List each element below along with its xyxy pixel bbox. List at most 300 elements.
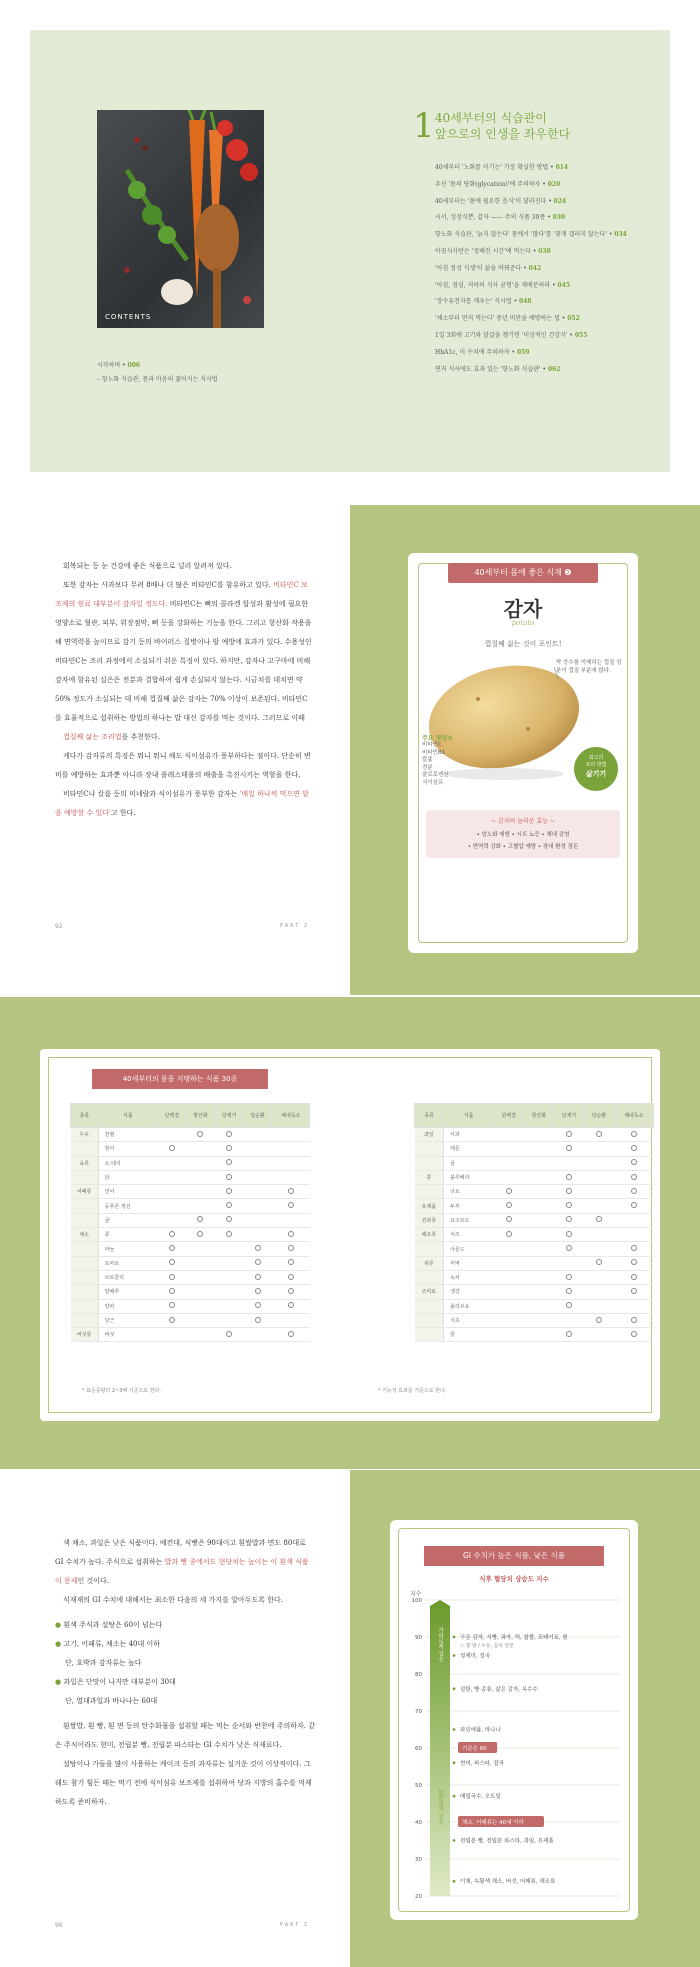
check-circle-icon [631, 1259, 637, 1265]
table-mark-cell [186, 1270, 215, 1284]
table-mark-cell [614, 1285, 653, 1299]
intro-entry: 시작하며 • 006 [97, 362, 141, 369]
table-row [71, 1256, 310, 1270]
table-mark-cell [584, 1156, 614, 1170]
table-row [71, 1128, 310, 1142]
table-mark-cell [215, 1256, 244, 1270]
table-mark-cell [494, 1242, 524, 1256]
table-row [415, 1156, 654, 1170]
chapter-title-line-1: 40세부터의 식습관이 [435, 111, 547, 125]
check-circle-icon [631, 1159, 637, 1165]
paragraph-text: 비타민C나 칼륨 등의 미네랄과 식이섬유가 풍부한 감자는 [63, 790, 240, 798]
table-group-cell: 차류 [415, 1256, 444, 1270]
table-food-cell: 버섯 [98, 1328, 157, 1342]
check-circle-icon [255, 1274, 261, 1280]
badge-line-2: 조리 방법 [585, 762, 607, 768]
toc-item [435, 294, 665, 311]
toc-item [435, 278, 665, 295]
y-tick-label: 40 [415, 1820, 422, 1826]
table-mark-cell [186, 1256, 215, 1270]
toc-item [435, 194, 665, 211]
check-circle-icon [566, 1145, 572, 1151]
table-group-cell [71, 1313, 99, 1327]
table-mark-cell [243, 1185, 272, 1199]
check-circle-icon [255, 1245, 261, 1251]
check-circle-icon [226, 1159, 232, 1165]
table-mark-cell [158, 1328, 187, 1342]
chapter-number: 1 [413, 106, 435, 146]
table-mark-cell [243, 1299, 272, 1313]
table-mark-cell [614, 1156, 653, 1170]
contents-panel [30, 30, 670, 472]
intro-entry-page: 006 [127, 362, 141, 369]
table-row [415, 1299, 654, 1313]
table-group-cell: 과일 [415, 1128, 444, 1142]
table-mark-cell [494, 1299, 524, 1313]
toc-item [435, 227, 665, 244]
part-label: PART 2 [280, 1922, 310, 1928]
check-circle-icon [631, 1331, 637, 1337]
table-mark-cell [272, 1170, 310, 1184]
table-mark-cell [584, 1213, 614, 1227]
chapter-title-line-2: 앞으로의 인생을 좌우한다 [435, 127, 571, 141]
table-mark-cell [243, 1142, 272, 1156]
label-rapid: 가파르게 상승 [437, 1627, 443, 1662]
tables-title: 40세부터의 몸을 지탱하는 식품 30종 [92, 1069, 268, 1089]
check-circle-icon [566, 1231, 572, 1237]
toc-item-page: 059 [516, 348, 530, 356]
table-mark-cell [584, 1242, 614, 1256]
table-group-cell [415, 1313, 444, 1327]
table-header-cell: 식품 [98, 1104, 157, 1128]
table-mark-cell [186, 1128, 215, 1142]
table-row [415, 1256, 654, 1270]
table-mark-cell [186, 1213, 215, 1227]
check-circle-icon [506, 1202, 512, 1208]
check-circle-icon [596, 1259, 602, 1265]
table-mark-cell [614, 1328, 653, 1342]
check-circle-icon [288, 1288, 294, 1294]
table-row [71, 1242, 310, 1256]
potato-spread [0, 505, 700, 995]
check-circle-icon [288, 1245, 294, 1251]
check-circle-icon [255, 1288, 261, 1294]
check-circle-icon [255, 1259, 261, 1265]
table-mark-cell [614, 1213, 653, 1227]
table-mark-cell [494, 1328, 524, 1342]
table-group-cell [415, 1156, 444, 1170]
table-mark-cell [554, 1242, 584, 1256]
check-circle-icon [566, 1302, 572, 1308]
table-food-cell: 생강 [444, 1285, 494, 1299]
y-tick-label: 60 [415, 1746, 422, 1752]
table-mark-cell [554, 1156, 584, 1170]
paragraph-text: 설탕이나 가들을 많이 사용하는 케이크 등의 과자류는 설거운 것이 이상적이다. 그래도 참기 힘든 때는 먹기 전에 식이섬유 보조제를 섭취하여 당과 지방의 흡수를 억제하도록 준비하자. [55, 1760, 312, 1806]
highlight-text: '매일 하나씩 먹으면 암을 예방할 수 있다' [55, 790, 309, 817]
check-circle-icon [226, 1188, 232, 1194]
paragraph-text: 회복되는 등 눈 건강에 좋은 식품으로 널리 알려져 있다. [63, 562, 232, 570]
table-food-cell: 올리브유 [444, 1299, 494, 1313]
check-circle-icon [506, 1216, 512, 1222]
table-food-cell: 사과 [444, 1128, 494, 1142]
table-mark-cell [186, 1313, 215, 1327]
toc-item-title: 40세부터는 '몸에 필요한 음식'이 달라진다 • [435, 197, 554, 205]
table-header-cell: 체내독소 [614, 1104, 653, 1128]
check-circle-icon [506, 1231, 512, 1237]
check-circle-icon [288, 1302, 294, 1308]
table-mark-cell [614, 1256, 653, 1270]
table-mark-cell [243, 1228, 272, 1242]
bullet-item [55, 1635, 315, 1654]
table-food-cell: 마늘 [98, 1242, 157, 1256]
check-circle-icon [631, 1145, 637, 1151]
gi-body-text [55, 1534, 315, 1812]
contents-spread [0, 30, 700, 472]
table-mark-cell [584, 1270, 614, 1284]
page-number: 92 [55, 923, 63, 930]
y-tick-label: 20 [415, 1894, 422, 1900]
table-mark-cell [494, 1228, 524, 1242]
table-row [415, 1270, 654, 1284]
table-group-cell: 육류 [71, 1156, 99, 1170]
label-gradual: 완만하게 상승 [437, 1789, 443, 1825]
table-header-cell: 종류 [415, 1104, 444, 1128]
toc-item-page: 042 [528, 264, 542, 272]
table-group-cell [71, 1256, 99, 1270]
table-mark-cell [614, 1313, 653, 1327]
check-circle-icon [596, 1216, 602, 1222]
table-row [71, 1328, 310, 1342]
table-header-row [415, 1104, 654, 1128]
table-row [71, 1142, 310, 1156]
check-circle-icon [169, 1145, 175, 1151]
toc-item-page: 024 [553, 197, 567, 205]
gi-chart [390, 1586, 638, 1916]
table-row [71, 1299, 310, 1313]
table-row [71, 1199, 310, 1213]
veg-name-en: potato [511, 619, 535, 627]
table-mark-cell [215, 1213, 244, 1227]
toc-item [435, 328, 665, 345]
table-mark-cell [494, 1156, 524, 1170]
table-mark-cell [584, 1228, 614, 1242]
table-mark-cell [524, 1170, 554, 1184]
table-group-cell [415, 1270, 444, 1284]
check-circle-icon [566, 1216, 572, 1222]
table-header-row [71, 1104, 310, 1128]
table-mark-cell [272, 1142, 310, 1156]
check-circle-icon [197, 1231, 203, 1237]
table-group-cell [71, 1199, 99, 1213]
bullet-dot-icon: ● [55, 1640, 64, 1648]
table-mark-cell [158, 1228, 187, 1242]
table-mark-cell [614, 1228, 653, 1242]
table-mark-cell [494, 1170, 524, 1184]
intro-entry-subtitle: – 항노화 식습관, 몸과 마음의 젊어지는 식사법 [97, 376, 218, 383]
check-circle-icon [596, 1131, 602, 1137]
table-mark-cell [524, 1256, 554, 1270]
page-number: 96 [55, 1922, 63, 1929]
check-circle-icon [288, 1231, 294, 1237]
table-group-cell: 콩 [415, 1170, 444, 1184]
table-mark-cell [243, 1156, 272, 1170]
table-mark-cell [186, 1142, 215, 1156]
table-mark-cell [272, 1213, 310, 1227]
toc-item-title: 면저 식사에도 효과 있는 '항노화 식습관' • [435, 365, 548, 373]
table-group-cell [415, 1185, 444, 1199]
table-mark-cell [158, 1270, 187, 1284]
table-mark-cell [614, 1270, 653, 1284]
toc-item-title: '채소부터 먼저 먹는다' 중년 비만을 예방하는 법 • [435, 315, 568, 323]
table-food-cell: 녹차 [444, 1270, 494, 1284]
gi-item-sublabel: ☆ 흰 밥 / 우동, 감자 전분 [460, 1644, 514, 1649]
badge-line-1: 최고의 [588, 755, 604, 761]
table-mark-cell [524, 1213, 554, 1227]
table-mark-cell [524, 1270, 554, 1284]
intro-entry-title: 시작하며 [97, 362, 121, 369]
toc-item-title: 1일 3회에 고기와 달걀을 챙기면 '이상적인 건강식' • [435, 331, 575, 339]
veg-name: 감자 [503, 597, 543, 621]
nutrient-item: 비타민B1 [422, 749, 446, 756]
table-mark-cell [494, 1128, 524, 1142]
check-circle-icon [226, 1331, 232, 1337]
table-food-cell: 귤 [444, 1156, 494, 1170]
table-group-cell: 어패류 [71, 1185, 99, 1199]
table-row [71, 1285, 310, 1299]
table-header-cell: 항산화 [186, 1104, 215, 1128]
table-header-cell: 당제거 [215, 1104, 244, 1128]
gi-point [453, 1654, 456, 1657]
check-circle-icon [566, 1131, 572, 1137]
bullet-subtext: 단, 호박과 감자류는 높다 [65, 1659, 142, 1667]
toc-item-title: 아침식사만은 '정해진 시간'에 먹는다 • [435, 247, 539, 255]
check-circle-icon [566, 1174, 572, 1180]
check-circle-icon [169, 1288, 175, 1294]
table-mark-cell [272, 1199, 310, 1213]
potato-body-text [55, 557, 313, 823]
table-note-right: * 기능성 효과를 기준으로 한다. [378, 1388, 447, 1394]
gi-item-label: 구운 감자, 식빵, 과자, 떡, 찹쌀, 포테이토, 흰 [460, 1635, 568, 1641]
gi-point [453, 1636, 456, 1639]
table-mark-cell [524, 1313, 554, 1327]
table-mark-cell [584, 1170, 614, 1184]
table-mark-cell [494, 1199, 524, 1213]
toc-item-title: '아침, 점심, 저녁의 식사 균형'을 재배분하라 • [435, 281, 558, 289]
table-food-cell: 연어 [98, 1185, 157, 1199]
effects-box [426, 810, 620, 858]
table-food-cell: 양파 [98, 1299, 157, 1313]
table-row [71, 1270, 310, 1284]
table-group-cell: 버섯류 [71, 1328, 99, 1342]
y-tick-label: 70 [415, 1709, 422, 1715]
table-mark-cell [524, 1185, 554, 1199]
table-food-cell: 토마토 [98, 1256, 157, 1270]
toc-item-page: 055 [574, 331, 588, 339]
table-row [415, 1185, 654, 1199]
table-mark-cell [158, 1128, 187, 1142]
toc-item [435, 244, 665, 261]
paragraph-text: 을 추천한다. [121, 733, 160, 741]
table-mark-cell [614, 1185, 653, 1199]
toc-item [435, 311, 665, 328]
check-circle-icon [226, 1216, 232, 1222]
gi-item-label: 정제미, 정곡 [460, 1653, 491, 1660]
check-circle-icon [288, 1331, 294, 1337]
table-mark-cell [243, 1285, 272, 1299]
table-group-cell [415, 1299, 444, 1313]
table-header-cell: 당제거 [554, 1104, 584, 1128]
table-food-cell: 콩 [98, 1228, 157, 1242]
table-mark-cell [614, 1128, 653, 1142]
table-mark-cell [243, 1328, 272, 1342]
table-mark-cell [554, 1256, 584, 1270]
check-circle-icon [288, 1259, 294, 1265]
y-tick-label: 90 [415, 1635, 422, 1641]
toc-item-title: 40세부터 '노화를 이기는' 가장 확실한 방법 • [435, 164, 556, 171]
toc-item [435, 362, 665, 379]
toc-item-title: HbA1c, 이 수치에 주의하자 • [435, 348, 517, 356]
table-mark-cell [158, 1156, 187, 1170]
table-food-cell: 브로콜리 [98, 1270, 157, 1284]
table-mark-cell [554, 1328, 584, 1342]
check-circle-icon [631, 1274, 637, 1280]
table-header-cell: 종류 [71, 1104, 99, 1128]
check-circle-icon [566, 1331, 572, 1337]
y-tick-label: 100 [411, 1598, 422, 1604]
gi-item-label: 이채, 녹황색 채소, 버섯, 어패류, 해조류 [460, 1879, 556, 1886]
table-mark-cell [494, 1256, 524, 1270]
vegetables-illustration [97, 110, 264, 328]
table-row [415, 1213, 654, 1227]
table-food-cell: 두부 [444, 1199, 494, 1213]
table-mark-cell [186, 1285, 215, 1299]
highlight-text: 껍질째 삶는 조리법 [63, 733, 122, 741]
table-mark-cell [272, 1128, 310, 1142]
table-food-cell: 요구르트 [444, 1213, 494, 1227]
paragraph [55, 1755, 315, 1812]
table-mark-cell [272, 1285, 310, 1299]
bullet-text: 과일은 단맛이 나지만 대부분이 30대 [63, 1678, 176, 1686]
table-mark-cell [158, 1213, 187, 1227]
paragraph [55, 1717, 315, 1755]
table-mark-cell [158, 1299, 187, 1313]
table-row [415, 1228, 654, 1242]
table-row [71, 1228, 310, 1242]
table-food-cell: 레몬 [444, 1142, 494, 1156]
table-row [71, 1213, 310, 1227]
table-group-cell: 조미료 [415, 1285, 444, 1299]
table-mark-cell [494, 1313, 524, 1327]
callout-text: 싹 증수를 억제하는 껍질 성분이 껍질 부분에 많다. [556, 660, 622, 674]
table-row [415, 1313, 654, 1327]
table-mark-cell [215, 1313, 244, 1327]
table-mark-cell [158, 1256, 187, 1270]
nutrient-item: 전분 [422, 764, 433, 771]
table-header-cell: 당순환 [584, 1104, 614, 1128]
table-food-cell: 식초 [444, 1313, 494, 1327]
table-mark-cell [272, 1228, 310, 1242]
table-mark-cell [215, 1128, 244, 1142]
table-mark-cell [554, 1213, 584, 1227]
bullet-dot-icon: ● [55, 1678, 64, 1686]
table-mark-cell [243, 1242, 272, 1256]
toc-item-page: 020 [547, 180, 561, 188]
table-group-cell: 해조류 [415, 1228, 444, 1242]
paragraph [55, 1591, 315, 1610]
table-mark-cell [243, 1128, 272, 1142]
check-circle-icon [631, 1202, 637, 1208]
paragraph [55, 785, 313, 823]
paragraph-text: 또한 감자는 사과보다 무려 8배나 더 많은 비타민C를 함유하고 있다. [63, 581, 274, 589]
check-circle-icon [631, 1174, 637, 1180]
table-food-cell: 아몬드 [444, 1242, 494, 1256]
table-mark-cell [215, 1156, 244, 1170]
table-mark-cell [584, 1285, 614, 1299]
food-table-left [70, 1103, 310, 1342]
table-mark-cell [524, 1299, 554, 1313]
paragraph [55, 557, 313, 576]
table-group-cell: 견과류 [415, 1213, 444, 1227]
check-circle-icon [631, 1288, 637, 1294]
check-circle-icon [631, 1131, 637, 1137]
table-mark-cell [494, 1142, 524, 1156]
paragraph-text: 식재재의 GI 수치에 대해서는 최소한 다음의 세 가지를 알아두도록 한다. [63, 1596, 283, 1604]
table-mark-cell [524, 1242, 554, 1256]
table-food-cell: 낫토 [444, 1185, 494, 1199]
toc-item [435, 160, 665, 177]
check-circle-icon [506, 1188, 512, 1194]
table-group-cell [71, 1142, 99, 1156]
effects-line-1: • 암노화 예방 • 시트 뇨증 • 체내 감염 [476, 832, 570, 838]
table-mark-cell [614, 1299, 653, 1313]
toc-item-title: 항노화 식습관, '늙지 않는다' 몸에서 '많다'를 '찾게 갤러지 않는다' • [435, 231, 615, 239]
paragraph [55, 728, 313, 747]
table-food-cell: 치즈 [444, 1228, 494, 1242]
toc-item [435, 210, 665, 227]
table-food-cell: 닭 [98, 1170, 157, 1184]
table-mark-cell [215, 1142, 244, 1156]
check-circle-icon [566, 1245, 572, 1251]
table-mark-cell [584, 1142, 614, 1156]
table-mark-cell [243, 1213, 272, 1227]
table-mark-cell [524, 1228, 554, 1242]
cooking-badge [574, 747, 618, 791]
table-mark-cell [554, 1128, 584, 1142]
table-mark-cell [215, 1299, 244, 1313]
table-group-cell [71, 1242, 99, 1256]
gi-point [453, 1728, 456, 1731]
table-mark-cell [243, 1199, 272, 1213]
check-circle-icon [169, 1231, 175, 1237]
gi-ribbon: GI 수치가 높은 식품, 낮은 식품 [424, 1546, 604, 1566]
gi-text-page [0, 1470, 350, 1967]
table-mark-cell [215, 1328, 244, 1342]
check-circle-icon [197, 1216, 203, 1222]
nutrient-item: 식이섬유 [422, 779, 444, 786]
table-mark-cell [158, 1313, 187, 1327]
check-circle-icon [566, 1288, 572, 1294]
check-circle-icon [169, 1274, 175, 1280]
gi-marker-label: 채소, 어패류는 40대 이하 [462, 1820, 524, 1826]
part-label: PART 2 [280, 923, 310, 929]
table-food-cell: 블루베리 [444, 1170, 494, 1184]
table-mark-cell [158, 1199, 187, 1213]
table-group-cell [71, 1299, 99, 1313]
table-mark-cell [614, 1170, 653, 1184]
table-mark-cell [158, 1285, 187, 1299]
table-mark-cell [584, 1299, 614, 1313]
table-mark-cell [243, 1256, 272, 1270]
